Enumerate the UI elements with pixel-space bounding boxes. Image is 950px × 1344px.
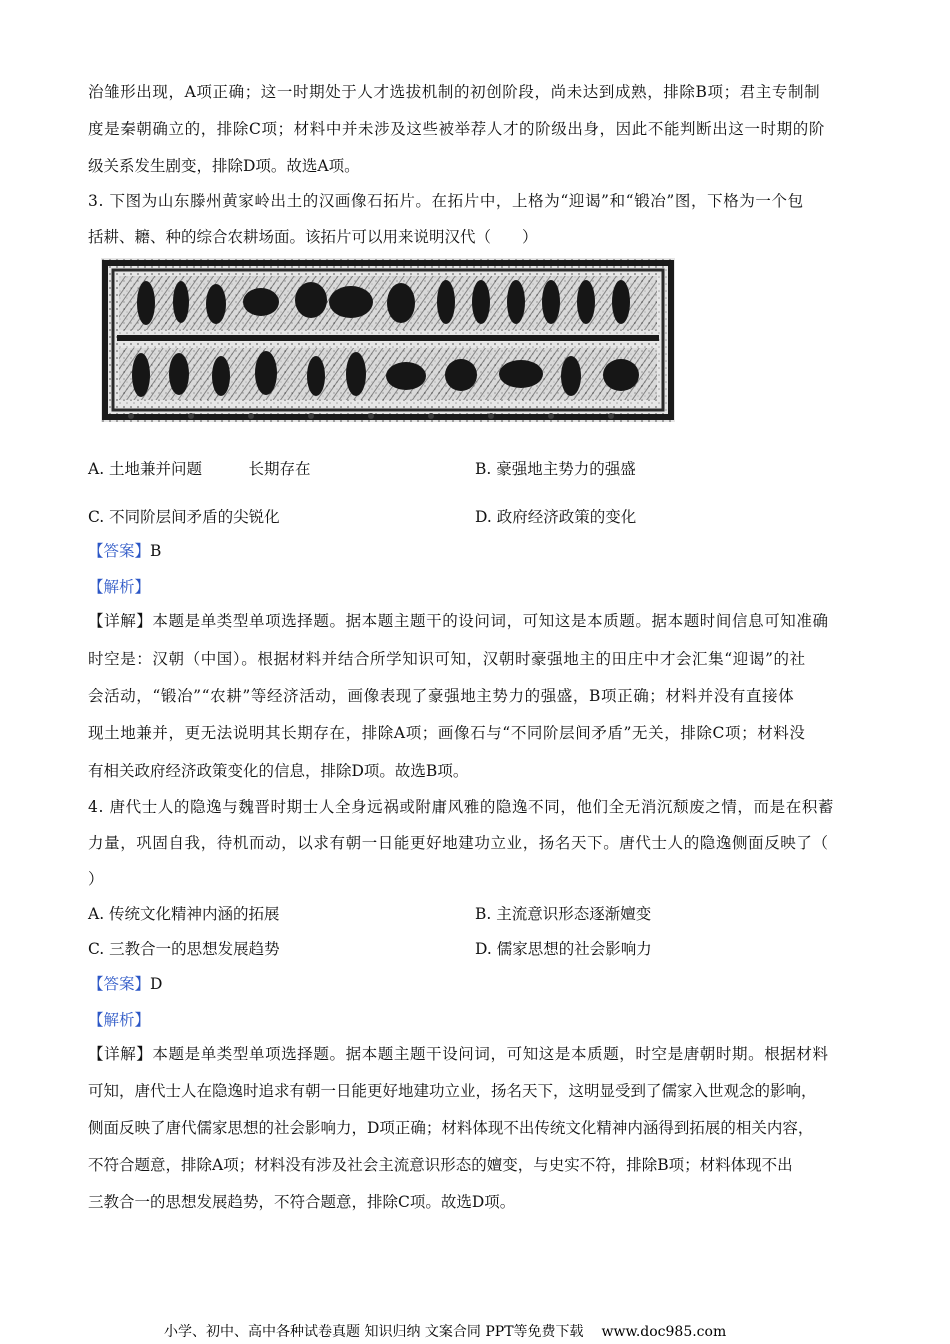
question-4-stem: 力量，巩固自我，待机而动，以求有朝一日能更好地建功立业，扬名天下。唐代士人的隐逸侧面反映了（: [88, 834, 829, 852]
answer-line: [88, 974, 162, 994]
footer: [164, 1323, 726, 1341]
detail-line: 时空是：汉朝（中国）。根据材料并结合所学知识可知，汉朝时豪强地主的田庄中才会汇集“迎谒”的社: [88, 650, 806, 668]
detail-tag: 【详解】: [88, 1045, 153, 1063]
detail-tag: 【详解】: [88, 612, 153, 630]
detail-line: 现土地兼并，更无法说明其长期存在，排除A项；画像石与“不同阶层间矛盾”无关，排除C项；材料没: [88, 724, 806, 742]
question-3-stem: 3. 下图为山东滕州黄家岭出土的汉画像石拓片。在拓片中，上格为“迎谒”和“锻冶”图，下格为一个包: [88, 192, 804, 210]
question-4-stem: 4. 唐代士人的隐逸与魏晋时期士人全身远祸或附庸风雅的隐逸不同，他们全无消沉颓废之情，而是在积蓄: [88, 798, 835, 816]
intro-line: 级关系发生剧变，排除D项。故选A项。: [88, 157, 360, 175]
intro-line: 治雏形出现，A项正确；这一时期处于人才选拔机制的初创阶段，尚未达到成熟，排除B项；君主专制制: [88, 83, 821, 101]
detail-line: 会活动，“锻冶”“农耕”等经济活动，画像表现了豪强地主势力的强盛，B项正确；材料并没有直接体: [88, 687, 795, 705]
question-3-stem: 括耕、耱、种的综合农耕场面。该拓片可以用来说明汉代（ ）: [88, 228, 538, 246]
detail-line: 不符合题意，排除A项；材料没有涉及社会主流意识形态的嬗变，与史实不符，排除B项；材料体现不出: [88, 1156, 793, 1174]
detail-line: 侧面反映了唐代儒家思想的社会影响力，D项正确；材料体现不出传统文化精神内涵得到拓展的相关内容，: [88, 1119, 814, 1137]
answer-tag: 【答案】: [88, 975, 151, 993]
analysis-tag: 【解析】: [88, 578, 151, 596]
option-a: A. 传统文化精神内涵的拓展: [88, 905, 280, 923]
answer-value: B: [150, 542, 162, 560]
option-d: D. 政府经济政策的变化: [475, 508, 637, 526]
detail-line: 可知，唐代士人在隐逸时追求有朝一日能更好地建功立业，扬名天下，这明显受到了儒家入世观念的影响，: [88, 1082, 817, 1100]
detail-line: 有相关政府经济政策变化的信息，排除D项。故选B项。: [88, 762, 469, 780]
answer-value: D: [150, 975, 163, 993]
option-a: A. 土地兼并问题 长期存在: [88, 460, 311, 478]
intro-line: 度是秦朝确立的，排除C项；材料中并未涉及这些被举荐人才的阶级出身，因此不能判断出这一时期的阶: [88, 120, 825, 138]
option-b: B. 主流意识形态逐渐嬗变: [475, 905, 652, 923]
option-c: C. 不同阶层间矛盾的尖锐化: [88, 508, 280, 526]
answer-line: [88, 541, 161, 561]
footer-text: 小学、初中、高中各种试卷真题 知识归纳 文案合同 PPT等免费下载: [164, 1324, 584, 1340]
option-d: D. 儒家思想的社会影响力: [475, 940, 652, 958]
footer-link[interactable]: www.doc985.com: [601, 1324, 727, 1340]
detail-line: 【详解】本题是单类型单项选择题。据本题主题干的设问词，可知这是本质题。据本题时间信息可知准确: [88, 612, 829, 630]
detail-line: 【详解】本题是单类型单项选择题。据本题主题干设问词，可知这是本质题，时空是唐朝时期。根据材料: [88, 1045, 829, 1063]
option-c: C. 三教合一的思想发展趋势: [88, 940, 280, 958]
answer-tag: 【答案】: [88, 542, 151, 560]
question-4-stem: ）: [88, 870, 104, 888]
stone-relief-rubbing-image: [101, 258, 675, 422]
option-b: B. 豪强地主势力的强盛: [475, 460, 636, 478]
detail-line: 三教合一的思想发展趋势，不符合题意，排除C项。故选D项。: [88, 1193, 516, 1211]
analysis-tag: 【解析】: [88, 1011, 151, 1029]
